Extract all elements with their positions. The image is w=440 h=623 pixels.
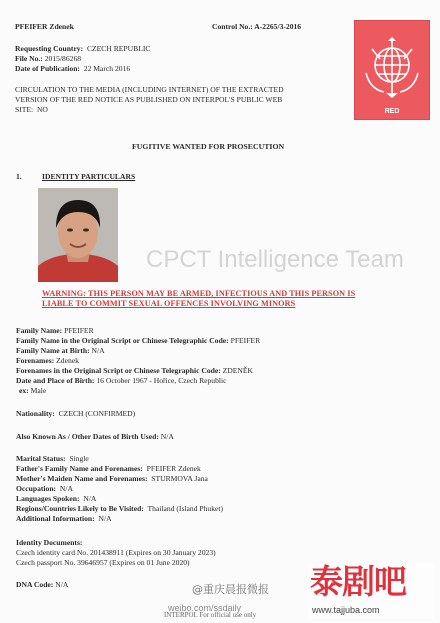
field-family-name-at-birth: Family Name at Birth: N/A [16, 346, 105, 355]
section-title: IDENTITY PARTICULARS [42, 172, 136, 181]
field-marital-status: Marital Status: Single [16, 454, 89, 463]
field-forenames: Forenames: Zdenek [16, 356, 79, 365]
publication-date: Date of Publication: 22 March 2016 [15, 64, 131, 73]
control-number: Control No.: A-2265/3-2016 [212, 22, 302, 31]
section-number: 1. [16, 172, 22, 181]
site-logo [308, 563, 434, 619]
field-languages-spoken: Languages Spoken: N/A [16, 494, 97, 503]
field-forenames-original-script: Forenames in the Original Script or Chinese Telegraphic Code: ZDENĚK [16, 366, 254, 375]
requesting-country: Requesting Country: CZECH REPUBLIC [15, 44, 151, 53]
file-number: File No.: 2015/86268 [15, 54, 82, 63]
field-also-known-as: Also Known As / Other Dates of Birth Used: N/A [16, 432, 174, 441]
field-dna-code: DNA Code: N/A [16, 580, 69, 589]
subject-photo [38, 188, 118, 282]
identity-card-line: Czech identity card No. 201438911 (Expires on 30 January 2023) [16, 548, 216, 557]
weibo-url: weibo.com/ssdaily [168, 603, 242, 613]
red-label: RED [384, 107, 400, 115]
field-date-place-of-birth: Date and Place of Birth: 16 October 1967 - Hořice, Czech Republic [16, 376, 227, 385]
interpol-globe-icon [362, 37, 422, 99]
red-notice-logo [354, 20, 430, 120]
field-sex: ex: Male [19, 386, 47, 395]
warning-line-2: LIABLE TO COMMIT SEXUAL OFFENCES INVOLVING MINORS [42, 299, 296, 308]
field-family-name-original-script: Family Name in the Original Script or Chinese Telegraphic Code: PFEIFER [16, 336, 261, 345]
circulation-line-3: SITE: NO [15, 105, 48, 114]
field-regions-likely-visited: Regions/Countries Likely to Be Visited: Thailand (Island Phuket) [16, 504, 224, 513]
site-url: www.tajjuba.com [312, 605, 380, 615]
field-nationality: Nationality: CZECH (CONFIRMED) [16, 409, 136, 418]
circulation-line-2: VERSION OF THE RED NOTICE AS PUBLISHED ON INTERPOL'S PUBLIC WEB [15, 95, 283, 104]
identity-documents-label: Identity Documents: [16, 538, 83, 547]
footer-official-use: INTERPOL For official use only [164, 611, 257, 619]
field-father-name: Father's Family Name and Forenames: PFEIFER Zdenek [16, 464, 201, 473]
watermark-text: CPCT Intelligence Team [146, 246, 404, 273]
passport-line: Czech passport No. 39646957 (Expires on 01 June 2020) [16, 558, 190, 567]
subject-name: PFEIFER Zdenek [15, 22, 74, 31]
field-additional-information: Additional Information: N/A [16, 514, 112, 523]
circulation-line-1: CIRCULATION TO THE MEDIA (INCLUDING INTERNET) OF THE EXTRACTED [15, 85, 284, 94]
field-occupation: Occupation: N/A [16, 484, 73, 493]
notice-heading: FUGITIVE WANTED FOR PROSECUTION [132, 142, 285, 151]
warning-line-1: WARNING: THIS PERSON MAY BE ARMED, INFECTIOUS AND THIS PERSON IS [42, 289, 356, 298]
field-mother-name: Mother's Maiden Name and Forenames: STURMOVA Jana [16, 474, 208, 483]
field-family-name: Family Name: PFEIFER [16, 326, 94, 335]
weibo-handle: @重庆晨报微报 [192, 583, 269, 596]
site-name: 泰剧吧 [310, 562, 406, 601]
